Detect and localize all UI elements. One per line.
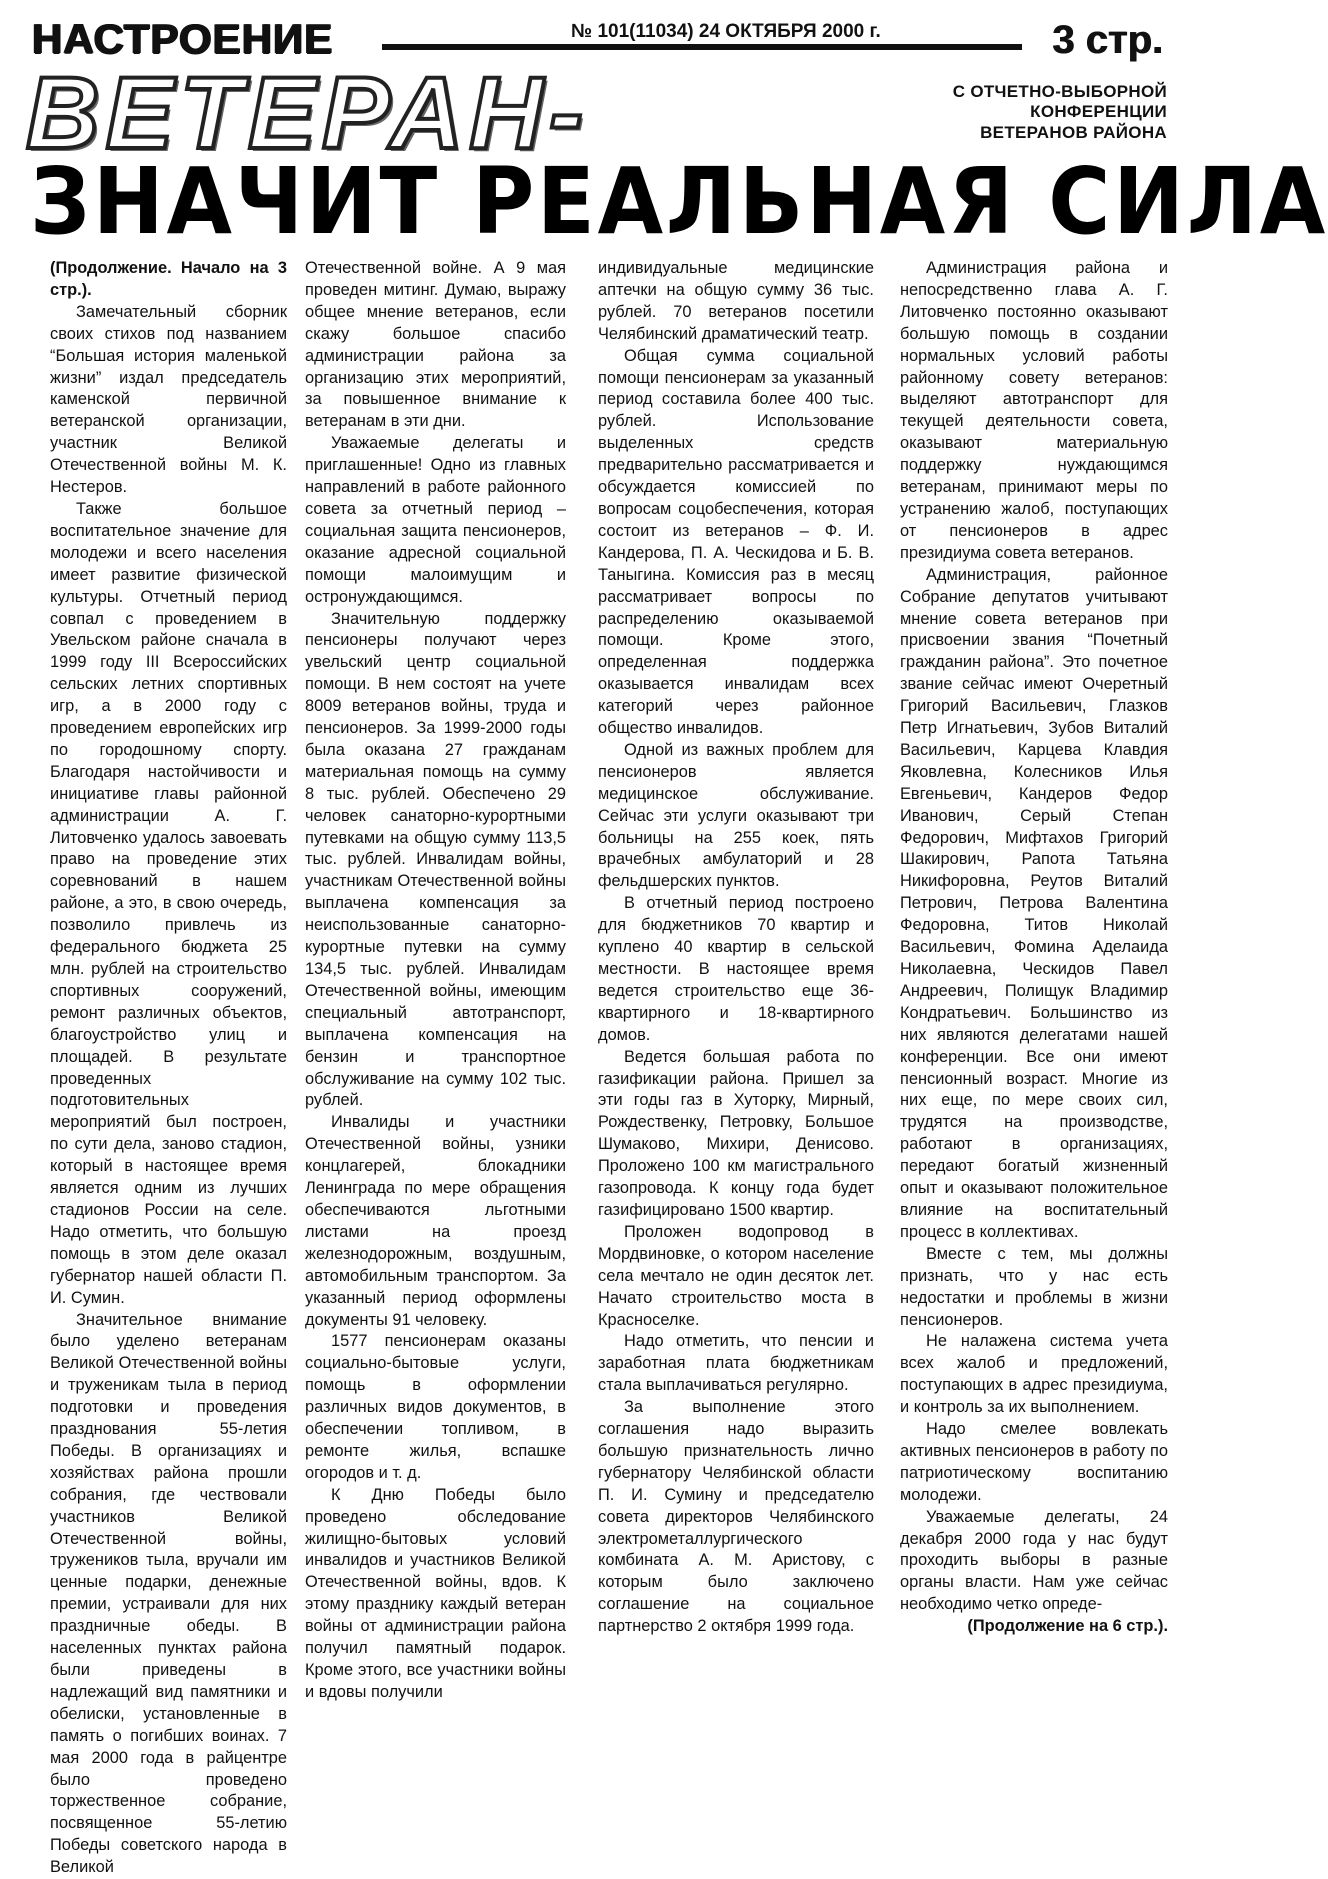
article-body (0, 258, 1169, 1720)
kicker (867, 82, 1167, 143)
paragraph: Уважаемые делегаты, 24 декабря 2000 года у нас будут проходить выборы в разные органы власти. Нам уже сейчас необходимо четко опреде- (900, 1507, 1168, 1617)
page-number: 3 стр. (1052, 20, 1163, 60)
paragraph: индивидуальные медицинские аптечки на общую сумму 36 тыс. рублей. 70 ветеранов посетили Челябинский драматический театр. (598, 258, 874, 346)
kicker-line: С ОТЧЕТНО-ВЫБОРНОЙ (867, 82, 1167, 102)
paragraph: Также большое воспитательное значение для молодежи и всего населения имеет развитие физической культуры. Отчетный период совпал с проведением в Увельском районе сначала в 1999 году III Всероссийских сельских летних спортивных игр, а в 2000 году с проведением европейских игр по городошному спорту. Благодаря настойчивости и инициативе главы районной администрации А. Г. Литовченко удалось завоевать право на проведение этих соревнований в нашем районе, а это, в свою очередь, позволило привлечь из федерального бюджета 25 млн. рублей на строительство спортивных сооружений, ремонт различных объектов, благоустройство улиц и площадей. В результате проведенных подготовительных мероприятий был построен, по сути дела, заново стадион, который в настоящее время является одним из лучших стадионов России на селе. Надо отметить, что большую помощь в этом деле оказал губернатор нашей области П. И. Сумин. (50, 499, 287, 1310)
column-1 (50, 258, 287, 1879)
section-rubric: НАСТРОЕНИЕ (32, 18, 333, 60)
paragraph: Вместе с тем, мы должны признать, что у нас есть недостатки и проблемы в жизни пенсионеров. (900, 1244, 1168, 1332)
continuation-note: (Продолжение на 6 стр.). (900, 1616, 1168, 1638)
issue-date: № 101(11034) 24 ОКТЯБРЯ 2000 г. (565, 22, 887, 43)
paragraph: В отчетный период построено для бюджетников 70 квартир и куплено 40 квартир в сельской местности. В настоящее время ведется строительство еще 36-квартирного и 18-квартирного домов. (598, 893, 874, 1046)
paragraph: Общая сумма социальной помощи пенсионерам за указанный период составила более 400 тыс. рублей. Использование выделенных средств предварительно рассматривается и обсуждается комиссией по вопросам соцобеспечения, которая состоит из ветеранов – Ф. И. Кандерова, П. А. Ческидова и Б. В. Таныгина. Комиссия раз в месяц рассматривает вопросы по распределению оказываемой помощи. Кроме этого, определенная поддержка оказывается инвалидам всех категорий через районное общество инвалидов. (598, 346, 874, 740)
paragraph: 1577 пенсионерам оказаны социально-бытовые услуги, помощь в оформлении различных видов документов, в обеспечении топливом, в ремонте жилья, вспашке огородов и т. д. (305, 1331, 566, 1484)
paragraph: Значительную поддержку пенсионеры получают через увельский центр социальной помощи. В нем состоят на учете 8009 ветеранов войны, труда и пенсионеров. За 1999-2000 годы была оказана 27 гражданам материальная помощь на сумму 8 тыс. рублей. Обеспечено 29 человек санаторно-курортными путевками на общую сумму 113,5 тыс. рублей. Инвалидам войны, участникам Отечественной войны выплачена компенсация за неиспользованные санаторно-курортные путевки на сумму 134,5 тыс. рублей. Инвалидам Отечественной войны, имеющим специальный автотранспорт, выплачена компенсация на бензин и транспортное обслуживание на сумму 102 тыс. рублей. (305, 609, 566, 1113)
paragraph: За выполнение этого соглашения надо выразить большую признательность лично губернатору Челябинской области П. И. Сумину и председателю совета директоров Челябинского электрометаллургического комбината А. М. Аристову, с которым было заключено соглашение на социальное партнерство 2 октября 1999 года. (598, 1397, 874, 1638)
kicker-line: КОНФЕРЕНЦИИ (867, 102, 1167, 122)
paragraph: Проложен водопровод в Мордвиновке, о котором население села мечтало не один десяток лет. Начато строительство моста в Красноселке. (598, 1222, 874, 1332)
kicker-line: ВЕТЕРАНОВ РАЙОНА (867, 123, 1167, 143)
paragraph: Не налажена система учета всех жалоб и предложений, поступающих в адрес президиума, и контроль за их выполнением. (900, 1331, 1168, 1419)
paragraph: Одной из важных проблем для пенсионеров является медицинское обслуживание. Сейчас эти услуги оказывают три больницы на 255 коек, пять врачебных амбулаторий и 28 фельдшерских пунктов. (598, 740, 874, 893)
headline-line-2: ЗНАЧИТ РЕАЛЬНАЯ СИЛА (30, 156, 1088, 248)
paragraph: (Продолжение. Начало на 3 стр.). (50, 258, 287, 302)
paragraph: Ведется большая работа по газификации района. Пришел за эти годы газ в Хуторку, Мирный, Рождественку, Петровку, Большое Шумаково, Михири, Денисово. Проложено 100 км магистрального газопровода. К концу года будет газифицировано 1500 квартир. (598, 1047, 874, 1222)
paragraph: К Дню Победы было проведено обследование жилищно-бытовых условий инвалидов и участников Великой Отечественной войны, вдов. К этому празднику каждый ветеран войны от администрации района получил памятный подарок. Кроме этого, все участники войны и вдовы получили (305, 1485, 566, 1704)
paragraph: Надо отметить, что пенсии и заработная плата бюджетникам стала выплачиваться регулярно. (598, 1331, 874, 1397)
column-3 (598, 258, 874, 1638)
paragraph: Администрация района и непосредственно глава А. Г. Литовченко постоянно оказывают большую помощь в создании нормальных условий работы районному совету ветеранов: выделяют автотранспорт для текущей деятельности совета, оказывают материальную поддержку нуждающимся ветеранам, принимают меры по устранению жалоб, поступающих от пенсионеров в адрес президиума совета ветеранов. (900, 258, 1168, 565)
paragraph: Уважаемые делегаты и приглашенные! Одно из главных направлений в работе районного совета за отчетный период – социальная защита пенсионеров, оказание адресной социальной помощи малоимущим и остронуждающимся. (305, 433, 566, 608)
headline-line-1: ВЕТЕРАН- (26, 62, 589, 164)
paragraph: Инвалиды и участники Отечественной войны, узники концлагерей, блокадники Ленинграда по мере обращения обеспечиваются льготными листами на проезд железнодорожным, воздушным, автомобильным транспортом. За указанный период оформлены документы 91 человеку. (305, 1112, 566, 1331)
paragraph: Надо смелее вовлекать активных пенсионеров в работу по патриотическому воспитанию молодежи. (900, 1419, 1168, 1507)
column-4 (900, 258, 1168, 1638)
header-rule (382, 44, 1022, 50)
column-2 (305, 258, 566, 1704)
paragraph: Отечественной войне. А 9 мая проведен митинг. Думаю, выражу общее мнение ветеранов, если скажу большое спасибо администрации района за организацию этих мероприятий, за повышенное внимание к ветеранам в эти дни. (305, 258, 566, 433)
paragraph: Замечательный сборник своих стихов под названием “Большая история маленькой жизни” издал председатель каменской первичной ветеранской организации, участник Великой Отечественной войны М. К. Нестеров. (50, 302, 287, 499)
paragraph: Значительное внимание было уделено ветеранам Великой Отечественной войны и труженикам тыла в период подготовки и проведения празднования 55-летия Победы. В организациях и хозяйствах района прошли собрания, где чествовали участников Великой Отечественной войны, тружеников тыла, вручали им ценные подарки, денежные премии, устраивали для них праздничные обеды. В населенных пунктах района были приведены в надлежащий вид памятники и обелиски, установленные в память о погибших воинах. 7 мая 2000 года в райцентре было проведено торжественное собрание, посвященное 55-летию Победы советского народа в Великой (50, 1310, 287, 1879)
paragraph: Администрация, районное Собрание депутатов учитывают мнение совета ветеранов при присвоении звания “Почетный гражданин района”. Это почетное звание сейчас имеют Очеретный Григорий Васильевич, Глазков Петр Игнатьевич, Зубов Виталий Васильевич, Карцева Клавдия Яковлевна, Колесников Илья Евгеньевич, Кандеров Федор Иванович, Серый Степан Федорович, Мифтахов Григорий Шакирович, Рапота Татьяна Никифоровна, Реутов Виталий Петрович, Петрова Валентина Федоровна, Титов Николай Васильевич, Фомина Аделаида Николаевна, Ческидов Павел Андреевич, Полищук Владимир Кондратьевич. Большинство из них являются делегатами нашей конференции. Все они имеют пенсионный возраст. Многие из них еще, по мере своих сил, трудятся на производстве, работают в организациях, передают богатый жизненный опыт и оказывают положительное влияние на воспитательный процесс в коллективах. (900, 565, 1168, 1244)
